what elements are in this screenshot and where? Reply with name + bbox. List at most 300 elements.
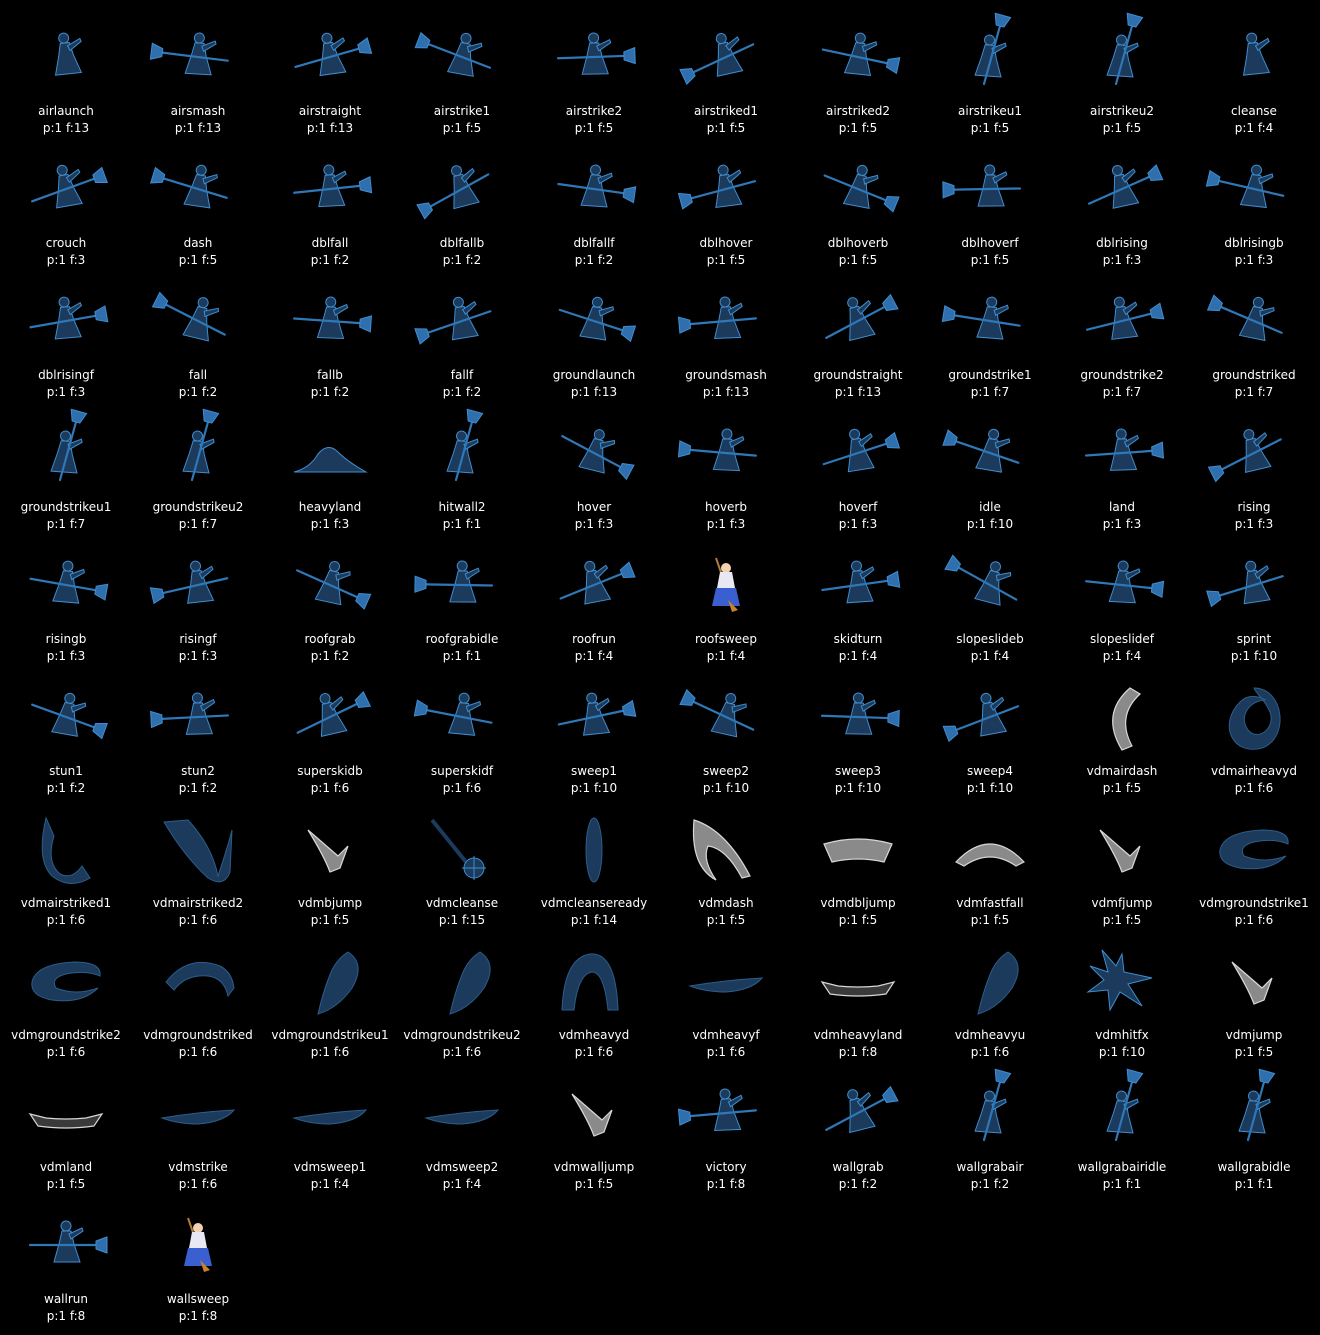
sprite-cell-airstriked2	[792, 0, 924, 135]
sprite-frames-label: p:1 f:3	[1102, 517, 1142, 531]
sprite-cell-vdmwalljump	[528, 1056, 660, 1191]
sprite-thumbnail-wallsweep	[158, 1212, 238, 1278]
sprite-thumbnail-vdmairdash	[1082, 684, 1162, 750]
sprite-thumbnail-dblhover	[686, 156, 766, 222]
sprite-cell-vdmgroundstrikeu2	[396, 924, 528, 1059]
sprite-image	[686, 24, 766, 90]
sprite-frames-label: p:1 f:5	[706, 121, 746, 135]
sprite-name-label: vdmfastfall	[956, 896, 1024, 910]
sprite-name-label: sweep4	[966, 764, 1014, 778]
sprite-image	[26, 1212, 106, 1278]
sprite-name-label: groundstrike2	[1080, 368, 1164, 382]
sprite-thumbnail-dblrisingf	[26, 288, 106, 354]
sprite-thumbnail-vdmwalljump	[554, 1080, 634, 1146]
sprite-thumbnail-airstrike1	[422, 24, 502, 90]
sprite-name-label: airlaunch	[38, 104, 94, 118]
sprite-thumbnail-slopeslideb	[950, 552, 1030, 618]
sprite-name-label: risingb	[45, 632, 87, 646]
sprite-frames-label: p:1 f:3	[1102, 253, 1142, 267]
sprite-frames-label: p:1 f:2	[310, 385, 350, 399]
sprite-image	[290, 288, 370, 354]
sprite-thumbnail-airstriked2	[818, 24, 898, 90]
sprite-image	[686, 1080, 766, 1146]
sprite-image	[950, 24, 1030, 90]
sprite-image	[26, 420, 106, 486]
sprite-frames-label: p:1 f:10	[1230, 649, 1278, 663]
sprite-frames-label: p:1 f:5	[706, 913, 746, 927]
sprite-image	[26, 948, 106, 1014]
sprite-frames-label: p:1 f:5	[838, 253, 878, 267]
sprite-image	[950, 420, 1030, 486]
sprite-thumbnail-groundstraight	[818, 288, 898, 354]
sprite-thumbnail-airstrikeu2	[1082, 24, 1162, 90]
sprite-cell-risingb	[0, 528, 132, 663]
sprite-cell-vdmland	[0, 1056, 132, 1191]
sprite-thumbnail-vdmairheavyd	[1214, 684, 1294, 750]
sprite-name-label: vdmhitfx	[1095, 1028, 1149, 1042]
sprite-thumbnail-superskidf	[422, 684, 502, 750]
sprite-cell-vdmgroundstrikeu1	[264, 924, 396, 1059]
sprite-image	[290, 1080, 370, 1146]
sprite-frames-label: p:1 f:5	[838, 913, 878, 927]
sprite-image	[950, 552, 1030, 618]
sprite-cell-vdmfastfall	[924, 792, 1056, 927]
sprite-thumbnail-vdmfastfall	[950, 816, 1030, 882]
sprite-thumbnail-roofrun	[554, 552, 634, 618]
sprite-frames-label: p:1 f:7	[178, 517, 218, 531]
sprite-cell-sweep1	[528, 660, 660, 795]
sprite-image	[686, 156, 766, 222]
sprite-cell-wallgrab	[792, 1056, 924, 1191]
sprite-thumbnail-vdmheavyu	[950, 948, 1030, 1014]
sprite-image	[950, 816, 1030, 882]
sprite-image	[950, 948, 1030, 1014]
sprite-image	[1082, 552, 1162, 618]
sprite-frames-label: p:1 f:5	[970, 253, 1010, 267]
sprite-thumbnail-superskidb	[290, 684, 370, 750]
sprite-image	[818, 156, 898, 222]
sprite-image	[1082, 156, 1162, 222]
sprite-frames-label: p:1 f:10	[702, 781, 750, 795]
sprite-name-label: vdmgroundstrike2	[11, 1028, 121, 1042]
sprite-thumbnail-sprint	[1214, 552, 1294, 618]
sprite-image	[1214, 24, 1294, 90]
sprite-thumbnail-vdmland	[26, 1080, 106, 1146]
sprite-cell-heavyland	[264, 396, 396, 531]
sprite-frames-label: p:1 f:10	[966, 517, 1014, 531]
sprite-image	[818, 816, 898, 882]
sprite-frames-label: p:1 f:13	[834, 385, 882, 399]
sprite-name-label: groundstrikeu2	[152, 500, 244, 514]
sprite-thumbnail-vdmfjump	[1082, 816, 1162, 882]
sprite-name-label: dblfallb	[439, 236, 485, 250]
sprite-thumbnail-airstriked1	[686, 24, 766, 90]
sprite-cell-vdmdbljump	[792, 792, 924, 927]
sprite-thumbnail-dblfall	[290, 156, 370, 222]
sprite-name-label: wallgrabidle	[1217, 1160, 1291, 1174]
sprite-name-label: vdmheavyf	[692, 1028, 760, 1042]
sprite-image	[158, 1080, 238, 1146]
sprite-cell-hoverb	[660, 396, 792, 531]
sprite-cell-dblhoverb	[792, 132, 924, 267]
sprite-image	[1214, 948, 1294, 1014]
sprite-name-label: airstrike2	[565, 104, 623, 118]
sprite-cell-vdmhitfx	[1056, 924, 1188, 1059]
sprite-thumbnail-groundstrike1	[950, 288, 1030, 354]
sprite-cell-airstraight	[264, 0, 396, 135]
sprite-frames-label: p:1 f:10	[1098, 1045, 1146, 1059]
sprite-frames-label: p:1 f:4	[970, 649, 1010, 663]
sprite-thumbnail-groundstriked	[1214, 288, 1294, 354]
sprite-frames-label: p:1 f:2	[46, 781, 86, 795]
sprite-cell-groundsmash	[660, 264, 792, 399]
sprite-name-label: roofgrabidle	[425, 632, 499, 646]
sprite-cell-groundstrikeu1	[0, 396, 132, 531]
sprite-name-label: dblrising	[1096, 236, 1148, 250]
sprite-frames-label: p:1 f:5	[970, 121, 1010, 135]
sprite-image	[422, 1080, 502, 1146]
sprite-frames-label: p:1 f:6	[178, 1177, 218, 1191]
sprite-cell-groundstrikeu2	[132, 396, 264, 531]
sprite-image	[158, 816, 238, 882]
sprite-name-label: groundstraight	[813, 368, 903, 382]
sprite-frames-label: p:1 f:5	[970, 913, 1010, 927]
sprite-frames-label: p:1 f:8	[178, 1309, 218, 1323]
sprite-name-label: idle	[979, 500, 1001, 514]
sprite-name-label: airstrikeu1	[958, 104, 1022, 118]
sprite-frames-label: p:1 f:8	[706, 1177, 746, 1191]
sprite-name-label: wallgrabair	[956, 1160, 1024, 1174]
sprite-thumbnail-hover	[554, 420, 634, 486]
sprite-frames-label: p:1 f:1	[442, 517, 482, 531]
sprite-cell-dblfall	[264, 132, 396, 267]
sprite-cell-slopeslideb	[924, 528, 1056, 663]
sprite-image	[1082, 24, 1162, 90]
sprite-image	[554, 816, 634, 882]
sprite-name-label: groundstrikeu1	[20, 500, 112, 514]
sprite-cell-vdmjump	[1188, 924, 1320, 1059]
sprite-thumbnail-dblfallb	[422, 156, 502, 222]
sprite-cell-vdmsweep1	[264, 1056, 396, 1191]
sprite-frames-label: p:1 f:13	[570, 385, 618, 399]
sprite-thumbnail-vdmheavyd	[554, 948, 634, 1014]
sprite-name-label: hover	[576, 500, 612, 514]
sprite-cell-cleanse	[1188, 0, 1320, 135]
sprite-thumbnail-wallgrabair	[950, 1080, 1030, 1146]
sprite-image	[26, 156, 106, 222]
sprite-name-label: vdmsweep2	[425, 1160, 499, 1174]
sprite-image	[686, 684, 766, 750]
sprite-image	[554, 420, 634, 486]
sprite-thumbnail-dash	[158, 156, 238, 222]
sprite-frames-label: p:1 f:7	[46, 517, 86, 531]
sprite-name-label: hoverf	[838, 500, 878, 514]
sprite-cell-vdmheavyf	[660, 924, 792, 1059]
sprite-cell-fallf	[396, 264, 528, 399]
sprite-image	[290, 552, 370, 618]
sprite-thumbnail-wallrun	[26, 1212, 106, 1278]
sprite-frames-label: p:1 f:5	[46, 1177, 86, 1191]
sprite-name-label: sweep3	[834, 764, 882, 778]
sprite-image	[158, 156, 238, 222]
sprite-frames-label: p:1 f:5	[838, 121, 878, 135]
sprite-image	[158, 552, 238, 618]
sprite-cell-superskidb	[264, 660, 396, 795]
sprite-cell-hoverf	[792, 396, 924, 531]
sprite-frames-label: p:1 f:6	[46, 1045, 86, 1059]
sprite-frames-label: p:1 f:5	[1234, 1045, 1274, 1059]
sprite-cell-fall	[132, 264, 264, 399]
sprite-frames-label: p:1 f:2	[442, 385, 482, 399]
sprite-thumbnail-fallf	[422, 288, 502, 354]
sprite-image	[950, 288, 1030, 354]
sprite-image	[422, 288, 502, 354]
sprite-thumbnail-groundstrikeu2	[158, 420, 238, 486]
sprite-thumbnail-vdmgroundstriked	[158, 948, 238, 1014]
sprite-cell-vdmsweep2	[396, 1056, 528, 1191]
sprite-name-label: cleanse	[1231, 104, 1277, 118]
sprite-cell-idle	[924, 396, 1056, 531]
sprite-image	[1214, 684, 1294, 750]
sprite-frames-label: p:1 f:15	[438, 913, 486, 927]
sprite-name-label: dblfallf	[573, 236, 615, 250]
sprite-image	[554, 684, 634, 750]
sprite-image	[422, 816, 502, 882]
sprite-cell-wallrun	[0, 1188, 132, 1323]
sprite-frames-label: p:1 f:2	[178, 385, 218, 399]
sprite-frames-label: p:1 f:5	[1102, 781, 1142, 795]
sprite-cell-rising	[1188, 396, 1320, 531]
sprite-name-label: airsmash	[170, 104, 226, 118]
sprite-frames-label: p:1 f:4	[310, 1177, 350, 1191]
sprite-image	[554, 24, 634, 90]
sprite-frames-label: p:1 f:5	[706, 253, 746, 267]
sprite-cell-hitwall2	[396, 396, 528, 531]
sprite-cell-airsmash	[132, 0, 264, 135]
sprite-cell-sprint	[1188, 528, 1320, 663]
sprite-image	[554, 552, 634, 618]
sprite-name-label: fallb	[317, 368, 343, 382]
sprite-image	[818, 684, 898, 750]
sprite-name-label: dblfall	[311, 236, 349, 250]
sprite-thumbnail-dblhoverb	[818, 156, 898, 222]
sprite-thumbnail-vdmbjump	[290, 816, 370, 882]
sprite-name-label: rising	[1237, 500, 1271, 514]
sprite-thumbnail-heavyland	[290, 420, 370, 486]
sprite-name-label: airstraight	[298, 104, 362, 118]
sprite-name-label: vdmairdash	[1086, 764, 1158, 778]
sprite-frames-label: p:1 f:13	[42, 121, 90, 135]
sprite-frames-label: p:1 f:3	[178, 649, 218, 663]
sprite-name-label: crouch	[45, 236, 87, 250]
sprite-image	[26, 24, 106, 90]
sprite-frames-label: p:1 f:6	[1234, 781, 1274, 795]
sprite-image	[686, 816, 766, 882]
sprite-frames-label: p:1 f:6	[574, 1045, 614, 1059]
sprite-frames-label: p:1 f:6	[178, 1045, 218, 1059]
sprite-image	[158, 420, 238, 486]
sprite-thumbnail-wallgrabairidle	[1082, 1080, 1162, 1146]
sprite-cell-vdmheavyd	[528, 924, 660, 1059]
sprite-thumbnail-land	[1082, 420, 1162, 486]
sprite-name-label: vdmcleanseready	[540, 896, 648, 910]
sprite-frames-label: p:1 f:4	[1234, 121, 1274, 135]
sprite-frames-label: p:1 f:13	[306, 121, 354, 135]
sprite-image	[158, 684, 238, 750]
sprite-cell-vdmdash	[660, 792, 792, 927]
sprite-name-label: vdmdash	[698, 896, 754, 910]
sprite-name-label: airstrike1	[433, 104, 491, 118]
sprite-cell-dblfallb	[396, 132, 528, 267]
sprite-frames-label: p:1 f:7	[1234, 385, 1274, 399]
sprite-name-label: dblhoverf	[961, 236, 1019, 250]
sprite-cell-vdmairdash	[1056, 660, 1188, 795]
sprite-image	[1082, 684, 1162, 750]
sprite-name-label: dblhoverb	[827, 236, 889, 250]
sprite-thumbnail-airstrikeu1	[950, 24, 1030, 90]
sprite-cell-groundstriked	[1188, 264, 1320, 399]
sprite-image	[158, 1212, 238, 1278]
sprite-name-label: dblrisingf	[38, 368, 94, 382]
sprite-image	[1082, 420, 1162, 486]
sprite-frames-label: p:1 f:2	[178, 781, 218, 795]
sprite-image	[290, 24, 370, 90]
sprite-name-label: roofrun	[572, 632, 616, 646]
sprite-frames-label: p:1 f:1	[442, 649, 482, 663]
sprite-cell-airstriked1	[660, 0, 792, 135]
sprite-frames-label: p:1 f:6	[970, 1045, 1010, 1059]
sprite-cell-groundstrike2	[1056, 264, 1188, 399]
sprite-thumbnail-victory	[686, 1080, 766, 1146]
sprite-cell-vdmstrike	[132, 1056, 264, 1191]
sprite-image	[26, 552, 106, 618]
sprite-frames-label: p:1 f:1	[1234, 1177, 1274, 1191]
sprite-name-label: land	[1109, 500, 1135, 514]
sprite-thumbnail-sweep2	[686, 684, 766, 750]
sprite-frames-label: p:1 f:5	[1102, 121, 1142, 135]
sprite-image	[818, 24, 898, 90]
sprite-frames-label: p:1 f:4	[442, 1177, 482, 1191]
sprite-name-label: airstrikeu2	[1090, 104, 1154, 118]
sprite-thumbnail-dblhoverf	[950, 156, 1030, 222]
sprite-name-label: sweep2	[702, 764, 750, 778]
sprite-thumbnail-vdmdash	[686, 816, 766, 882]
sprite-name-label: superskidf	[430, 764, 494, 778]
sprite-name-label: dblrisingb	[1224, 236, 1284, 250]
sprite-thumbnail-cleanse	[1214, 24, 1294, 90]
sprite-frames-label: p:1 f:3	[574, 517, 614, 531]
sprite-thumbnail-vdmcleanse	[422, 816, 502, 882]
sprite-name-label: wallsweep	[166, 1292, 230, 1306]
sprite-name-label: vdmbjump	[297, 896, 363, 910]
sprite-image	[422, 552, 502, 618]
sprite-image	[818, 420, 898, 486]
sprite-image	[290, 948, 370, 1014]
sprite-thumbnail-vdmgroundstrikeu1	[290, 948, 370, 1014]
sprite-frames-label: p:1 f:3	[1234, 517, 1274, 531]
sprite-frames-label: p:1 f:10	[966, 781, 1014, 795]
sprite-thumbnail-vdmhitfx	[1082, 948, 1162, 1014]
sprite-frames-label: p:1 f:10	[570, 781, 618, 795]
sprite-frames-label: p:1 f:2	[310, 253, 350, 267]
sprite-thumbnail-vdmsweep2	[422, 1080, 502, 1146]
sprite-cell-vdmbjump	[264, 792, 396, 927]
sprite-name-label: vdmdbljump	[820, 896, 896, 910]
sprite-image	[554, 288, 634, 354]
sprite-image	[290, 420, 370, 486]
sprite-name-label: vdmairstriked2	[152, 896, 244, 910]
sprite-image	[1082, 288, 1162, 354]
sprite-image	[422, 24, 502, 90]
sprite-name-label: vdmsweep1	[293, 1160, 367, 1174]
sprite-name-label: slopeslideb	[956, 632, 1024, 646]
sprite-thumbnail-vdmjump	[1214, 948, 1294, 1014]
sprite-image	[290, 156, 370, 222]
sprite-thumbnail-vdmcleanseready	[554, 816, 634, 882]
sprite-image	[422, 156, 502, 222]
sprite-cell-groundstrike1	[924, 264, 1056, 399]
sprite-cell-stun2	[132, 660, 264, 795]
sprite-thumbnail-dblrisingb	[1214, 156, 1294, 222]
sprite-name-label: vdmheavyd	[558, 1028, 630, 1042]
sprite-cell-vdmheavyu	[924, 924, 1056, 1059]
sprite-frames-label: p:1 f:3	[706, 517, 746, 531]
sprite-image	[1214, 1080, 1294, 1146]
sprite-cell-roofgrabidle	[396, 528, 528, 663]
sprite-name-label: airstriked2	[825, 104, 890, 118]
sprite-thumbnail-hitwall2	[422, 420, 502, 486]
sprite-frames-label: p:1 f:3	[46, 253, 86, 267]
sprite-frames-label: p:1 f:5	[574, 121, 614, 135]
sprite-thumbnail-fall	[158, 288, 238, 354]
sprite-cell-risingf	[132, 528, 264, 663]
sprite-frames-label: p:1 f:2	[970, 1177, 1010, 1191]
sprite-image	[26, 684, 106, 750]
sprite-cell-vdmgroundstrike2	[0, 924, 132, 1059]
sprite-name-label: slopeslidef	[1089, 632, 1155, 646]
sprite-image	[818, 552, 898, 618]
sprite-frames-label: p:1 f:2	[442, 253, 482, 267]
sprite-name-label: vdmairheavyd	[1211, 764, 1297, 778]
sprite-name-label: victory	[705, 1160, 747, 1174]
sprite-thumbnail-vdmheavyland	[818, 948, 898, 1014]
sprite-name-label: airstriked1	[693, 104, 758, 118]
sprite-name-label: vdmwalljump	[553, 1160, 635, 1174]
sprite-frames-label: p:1 f:10	[834, 781, 882, 795]
sprite-image	[26, 288, 106, 354]
sprite-cell-roofrun	[528, 528, 660, 663]
sprite-thumbnail-vdmstrike	[158, 1080, 238, 1146]
sprite-thumbnail-airstrike2	[554, 24, 634, 90]
sprite-cell-wallgrabidle	[1188, 1056, 1320, 1191]
sprite-thumbnail-hoverb	[686, 420, 766, 486]
sprite-image	[818, 288, 898, 354]
sprite-cell-vdmairstriked2	[132, 792, 264, 927]
sprite-image	[554, 948, 634, 1014]
sprite-cell-wallgrabair	[924, 1056, 1056, 1191]
sprite-frames-label: p:1 f:6	[442, 781, 482, 795]
sprite-thumbnail-vdmgroundstrike2	[26, 948, 106, 1014]
sprite-image	[26, 816, 106, 882]
sprite-image	[422, 684, 502, 750]
sprite-cell-stun1	[0, 660, 132, 795]
sprite-name-label: groundstrike1	[948, 368, 1032, 382]
sprite-frames-label: p:1 f:13	[702, 385, 750, 399]
sprite-thumbnail-fallb	[290, 288, 370, 354]
sprite-name-label: vdmfjump	[1091, 896, 1153, 910]
sprite-thumbnail-wallgrabidle	[1214, 1080, 1294, 1146]
sprite-cell-airstrikeu1	[924, 0, 1056, 135]
